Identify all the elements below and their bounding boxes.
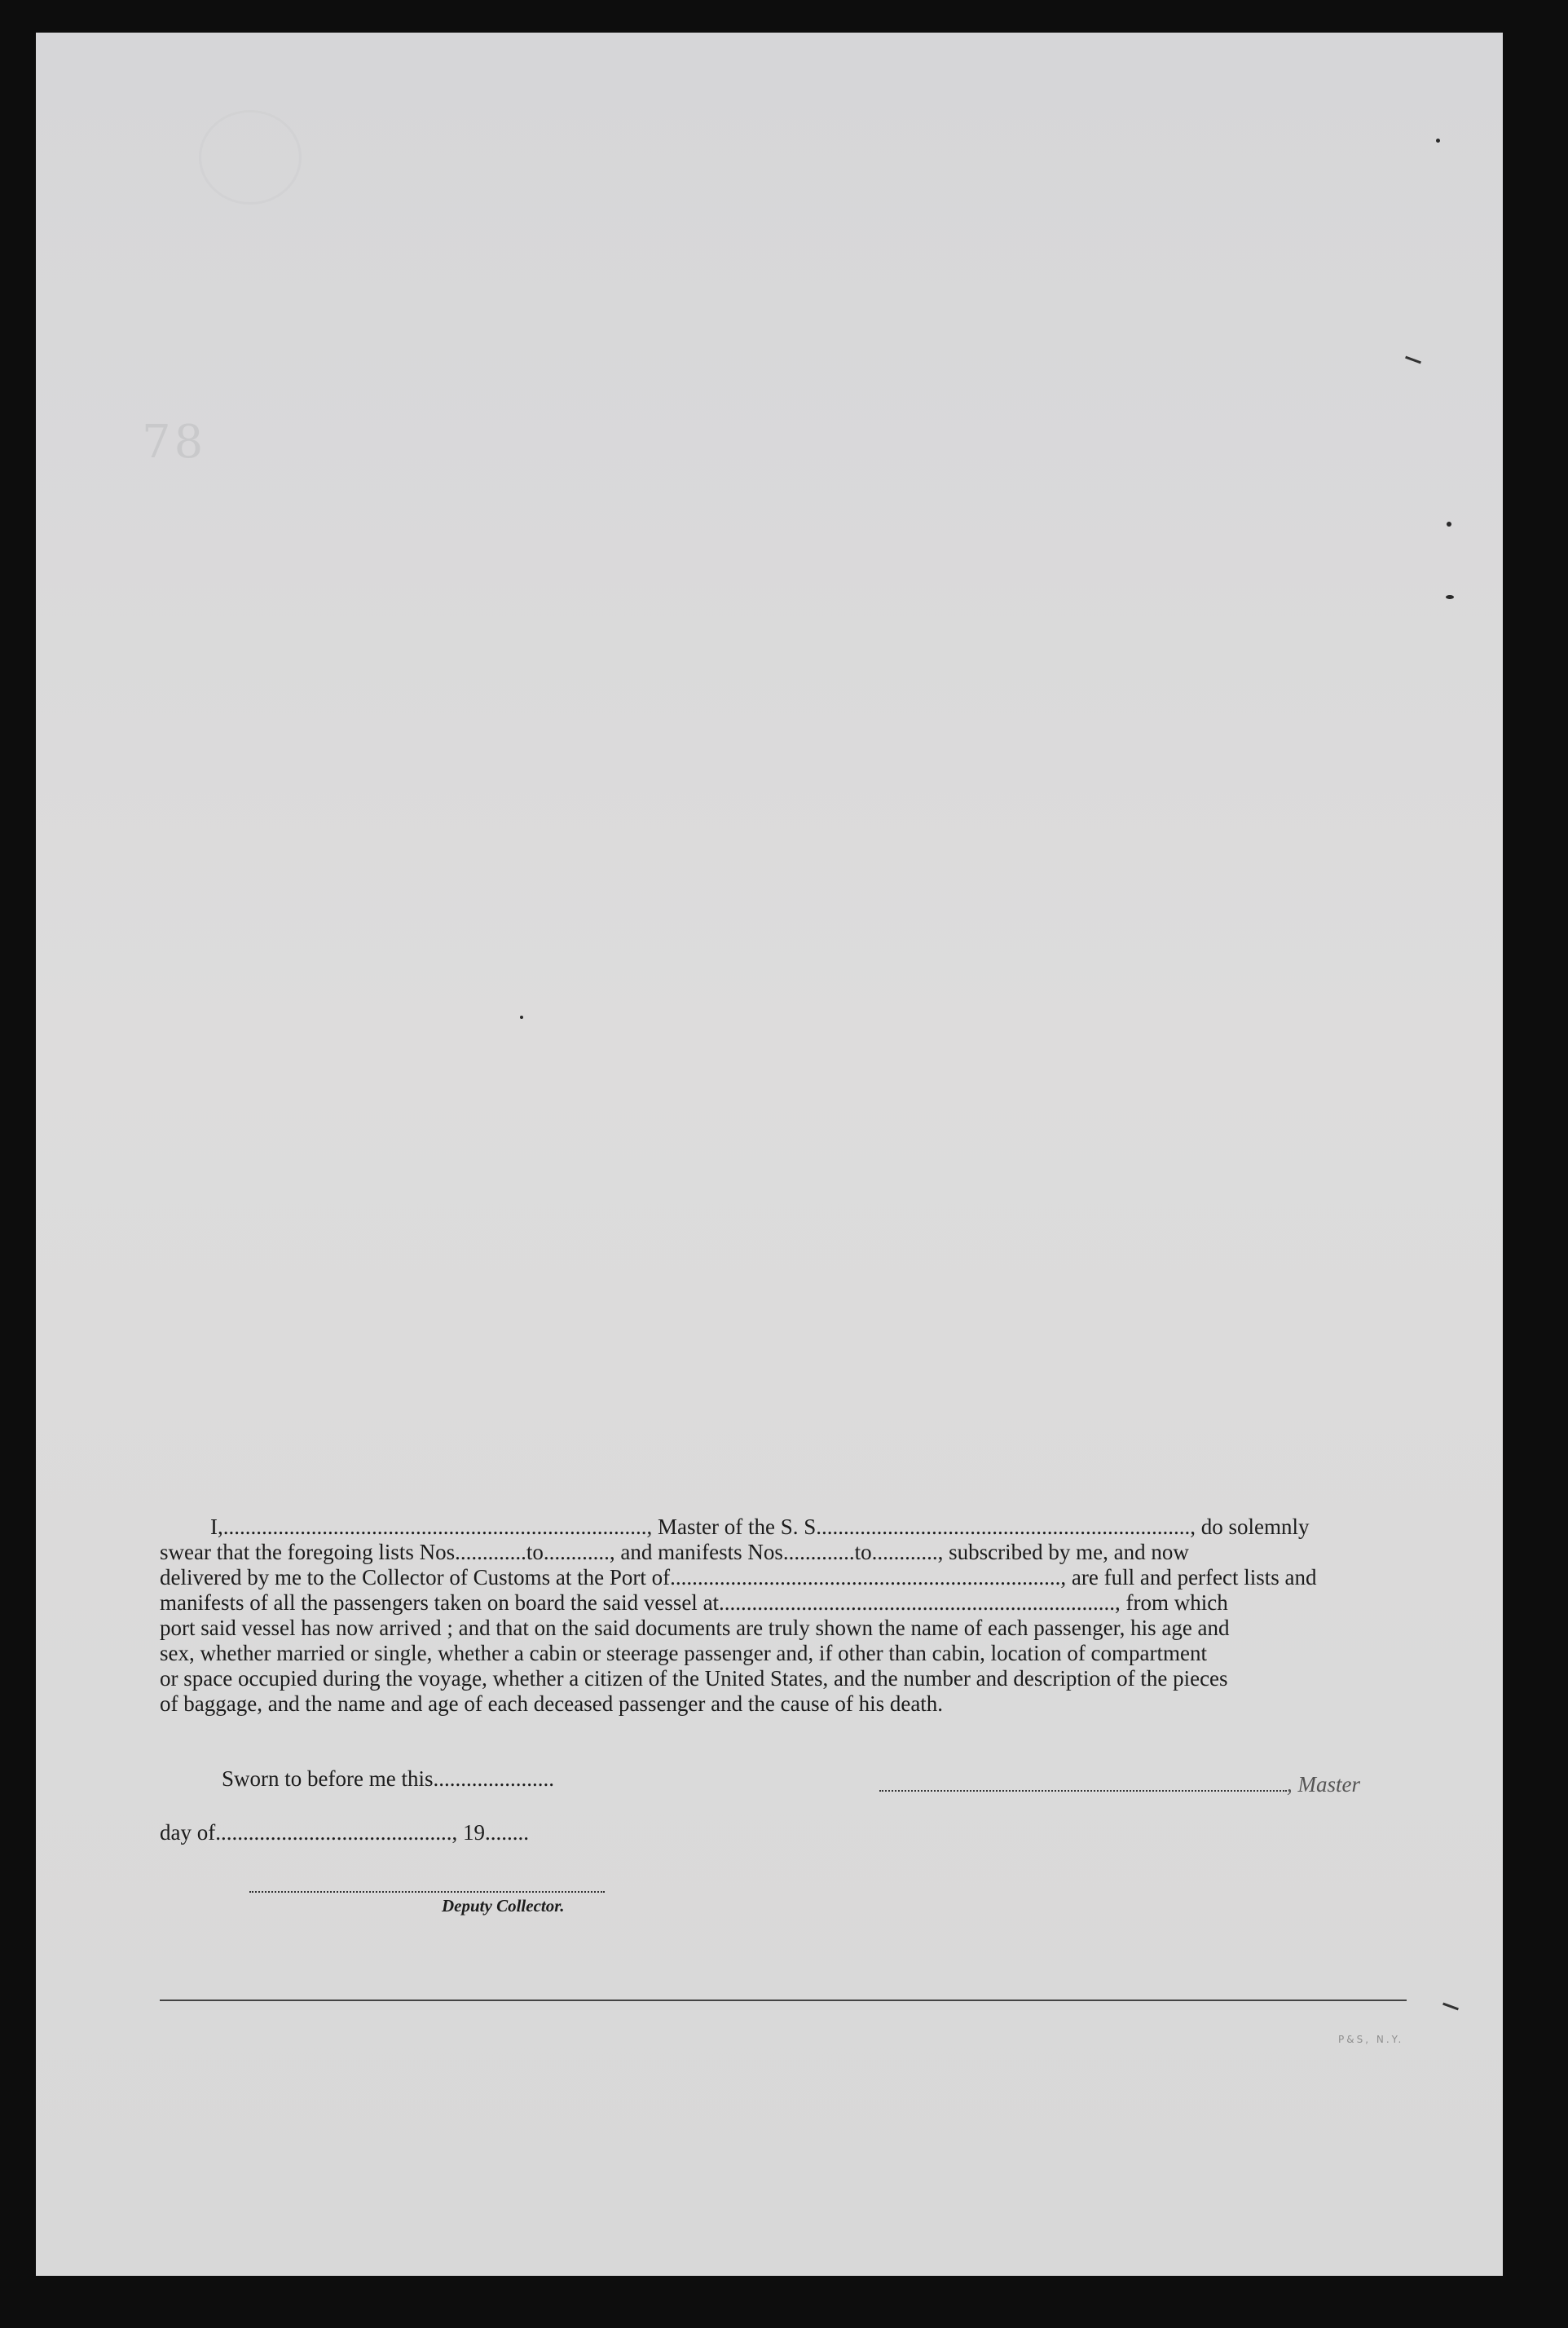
faded-stamp [199,110,302,205]
oath-line-7: or space occupied during the voyage, whether a citizen of the United States, and the number and description of the pieces [160,1666,1228,1691]
deputy-signature-dots [249,1891,605,1893]
document-page [36,33,1503,2276]
speck [520,1016,523,1019]
master-label: , Master [1287,1772,1360,1797]
speck [1447,522,1451,527]
oath-line-6: sex, whether married or single, whether a cabin or steerage passenger and, if other than cabin, location of compartment [160,1641,1208,1665]
oath-line-8: of baggage, and the name and age of each deceased passenger and the cause of his death. [160,1691,944,1716]
speck [1446,595,1454,599]
deputy-collector-label: Deputy Collector. [442,1896,565,1916]
day-of-line: day of..........................................., 19........ [160,1820,529,1845]
horizontal-rule [160,2000,1407,2001]
faded-page-number: 78 [142,416,207,469]
oath-line-2: swear that the foregoing lists Nos.............to............, and manifests Nos.............to............, subscribed by me, and now [160,1540,1189,1564]
margin-mark [1405,356,1421,364]
sworn-line: Sworn to before me this...................... [222,1766,554,1791]
oath-line-1: I,............................................................................., Master of the S. S...................................................................., do solemnly [210,1515,1310,1539]
master-signature-dots [879,1774,1287,1792]
master-oath [160,1515,1415,1717]
speck [1436,139,1440,143]
printer-mark: P&S, N.Y. [1338,2034,1404,2045]
oath-line-5: port said vessel has now arrived ; and that on the said documents are truly shown the name of each passenger, his age and [160,1616,1230,1640]
margin-mark [1442,2003,1459,2011]
oath-line-4: manifests of all the passengers taken on board the said vessel at........................................................................, from which [160,1590,1228,1615]
oath-line-3: delivered by me to the Collector of Customs at the Port of......................................................................., are full and perfect lists and [160,1565,1317,1589]
master-signature-line [879,1772,1413,1797]
